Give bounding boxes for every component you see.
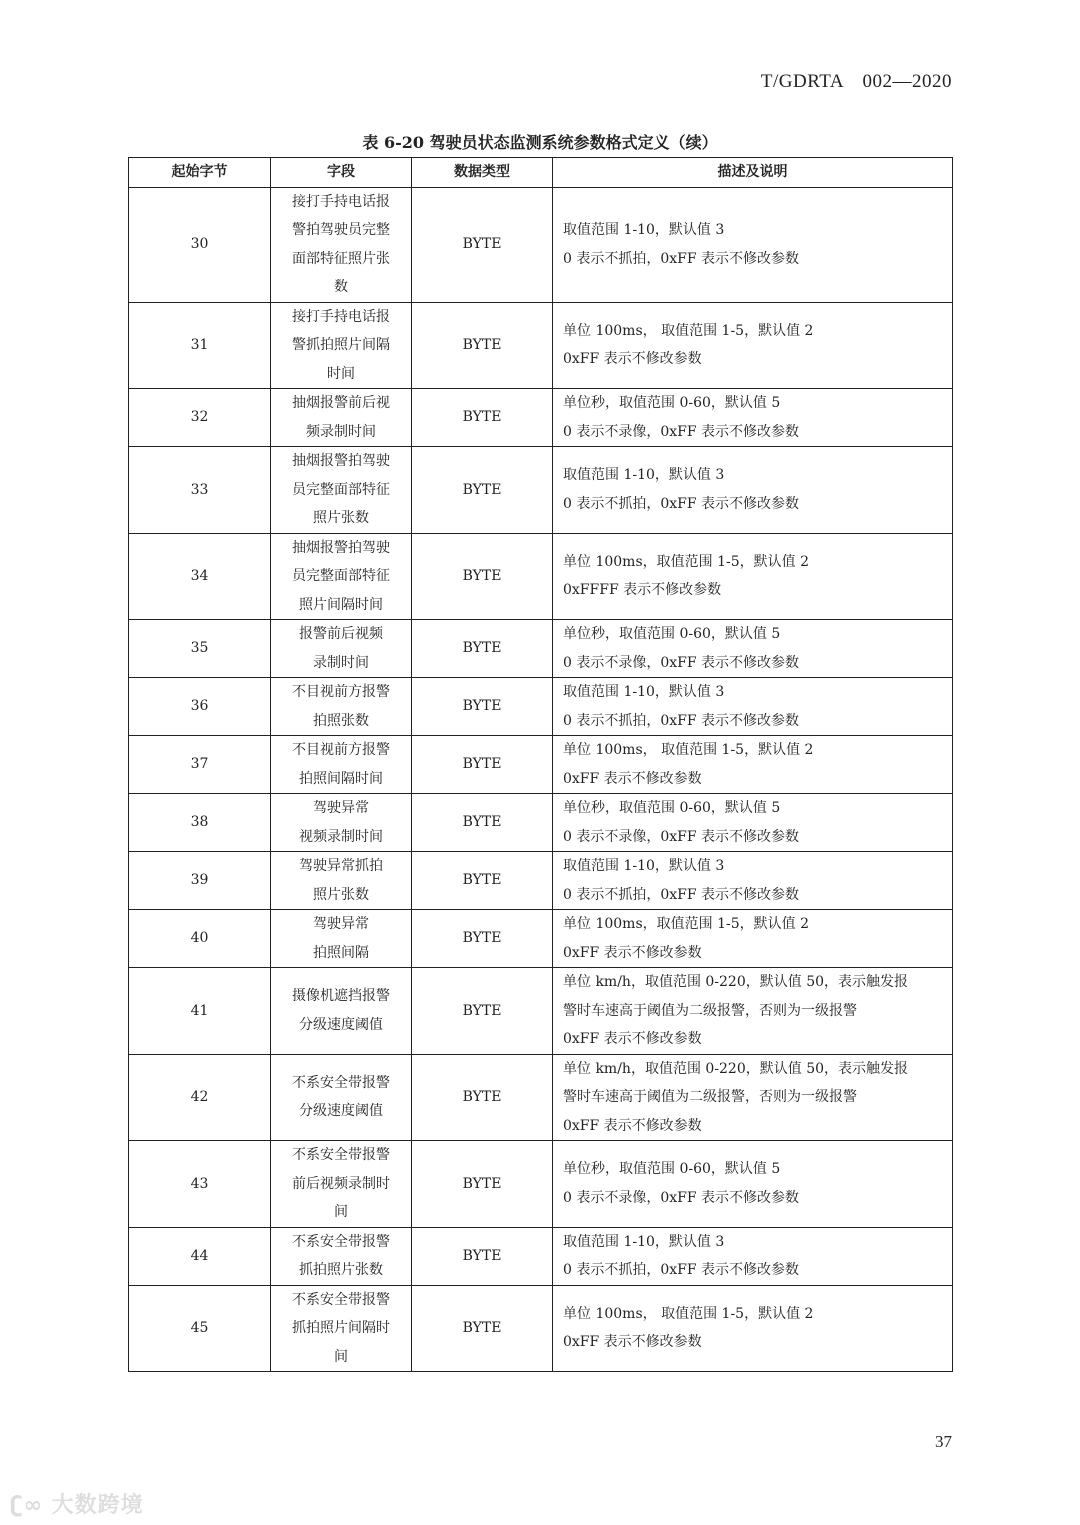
description-cell-line: 单位 100ms， 取值范围 1-5，默认值 2 bbox=[563, 1305, 814, 1322]
type-cell: BYTE bbox=[412, 852, 553, 910]
field-cell bbox=[271, 1227, 412, 1285]
type-cell: BYTE bbox=[412, 678, 553, 736]
field-cell-line: 警拍驾驶员完整 bbox=[292, 222, 390, 238]
field-cell bbox=[271, 302, 412, 389]
byte-cell: 41 bbox=[129, 968, 271, 1055]
type-cell: BYTE bbox=[412, 736, 553, 794]
field-cell bbox=[271, 447, 412, 534]
description-cell-line: 单位秒，取值范围 0-60，默认值 5 bbox=[563, 1161, 781, 1178]
type-cell: BYTE bbox=[412, 302, 553, 389]
field-cell-line: 照片张数 bbox=[313, 510, 369, 526]
description-cell-line: 单位 100ms，取值范围 1-5，默认值 2 bbox=[563, 553, 809, 570]
type-cell: BYTE bbox=[412, 389, 553, 447]
description-cell-line: 取值范围 1-10，默认值 3 bbox=[563, 222, 725, 238]
description-cell bbox=[553, 389, 953, 447]
description-cell-line: 0xFF 表示不修改参数 bbox=[563, 1334, 702, 1351]
byte-cell: 42 bbox=[129, 1054, 271, 1141]
type-cell: BYTE bbox=[412, 1141, 553, 1228]
description-cell-line: 0 表示不录像，0xFF 表示不修改参数 bbox=[563, 1189, 800, 1206]
watermark-logo: ʗ∞ 大数跨境 bbox=[10, 1493, 144, 1518]
description-cell-line: 0xFF 表示不修改参数 bbox=[563, 770, 702, 787]
table-row bbox=[129, 620, 953, 678]
field-cell-line: 抓拍照片张数 bbox=[299, 1262, 383, 1278]
description-cell-line: 0 表示不抓拍，0xFF 表示不修改参数 bbox=[563, 495, 800, 512]
description-cell bbox=[553, 968, 953, 1055]
description-cell bbox=[553, 533, 953, 620]
type-cell: BYTE bbox=[412, 620, 553, 678]
type-cell: BYTE bbox=[412, 1054, 553, 1141]
table-row bbox=[129, 968, 953, 1055]
byte-cell: 39 bbox=[129, 852, 271, 910]
field-cell-line: 间 bbox=[334, 1204, 348, 1220]
description-cell-line: 单位 km/h，取值范围 0-220，默认值 50，表示触发报 bbox=[563, 1060, 909, 1077]
description-cell-line: 取值范围 1-10，默认值 3 bbox=[563, 467, 725, 484]
field-cell-line: 员完整面部特征 bbox=[292, 481, 390, 498]
table-row bbox=[129, 794, 953, 852]
field-cell bbox=[271, 852, 412, 910]
table-row bbox=[129, 187, 953, 302]
field-cell-line: 频录制时间 bbox=[306, 423, 376, 440]
byte-cell: 37 bbox=[129, 736, 271, 794]
table-row bbox=[129, 447, 953, 534]
table-row bbox=[129, 1227, 953, 1285]
table-row bbox=[129, 678, 953, 736]
field-cell-line: 时间 bbox=[327, 365, 355, 382]
byte-cell: 32 bbox=[129, 389, 271, 447]
field-cell-line: 抽烟报警前后视 bbox=[292, 395, 390, 411]
type-cell: BYTE bbox=[412, 447, 553, 534]
field-cell-line: 不系安全带报警 bbox=[292, 1233, 390, 1250]
field-cell-line: 报警前后视频 bbox=[299, 626, 383, 642]
table-row bbox=[129, 1285, 953, 1372]
byte-cell: 43 bbox=[129, 1141, 271, 1228]
byte-cell: 34 bbox=[129, 533, 271, 620]
description-cell bbox=[553, 794, 953, 852]
description-cell-line: 0 表示不抓拍，0xFF 表示不修改参数 bbox=[563, 886, 800, 903]
description-cell bbox=[553, 1227, 953, 1285]
watermark-text: 大数跨境 bbox=[51, 1493, 144, 1518]
description-cell-line: 警时车速高于阈值为二级报警，否则为一级报警 bbox=[563, 1002, 857, 1019]
field-cell-line: 分级速度阈值 bbox=[299, 1103, 383, 1120]
field-cell-line: 拍照间隔 bbox=[313, 944, 369, 961]
field-cell bbox=[271, 1141, 412, 1228]
field-cell-line: 接打手持电话报 bbox=[292, 193, 390, 210]
field-cell bbox=[271, 910, 412, 968]
description-cell-line: 取值范围 1-10，默认值 3 bbox=[563, 1233, 725, 1250]
parameter-table bbox=[128, 157, 953, 1372]
field-cell bbox=[271, 1054, 412, 1141]
field-cell-line: 不系安全带报警 bbox=[292, 1147, 390, 1163]
byte-cell: 33 bbox=[129, 447, 271, 534]
type-cell: BYTE bbox=[412, 910, 553, 968]
description-cell-line: 0xFF 表示不修改参数 bbox=[563, 1117, 702, 1134]
description-cell-line: 单位 100ms， 取值范围 1-5，默认值 2 bbox=[563, 742, 814, 758]
field-cell-line: 警抓拍照片间隔 bbox=[292, 337, 390, 353]
description-cell-line: 取值范围 1-10，默认值 3 bbox=[563, 684, 725, 700]
description-cell bbox=[553, 1285, 953, 1372]
field-cell-line: 数 bbox=[334, 279, 348, 295]
description-cell-line: 单位秒，取值范围 0-60，默认值 5 bbox=[563, 626, 781, 642]
description-cell-line: 警时车速高于阈值为二级报警，否则为一级报警 bbox=[563, 1089, 857, 1105]
field-cell-line: 不目视前方报警 bbox=[292, 742, 390, 758]
table-row bbox=[129, 389, 953, 447]
description-cell-line: 0 表示不抓拍，0xFF 表示不修改参数 bbox=[563, 1262, 800, 1278]
table-caption: 表 6-20 驾驶员状态监测系统参数格式定义（续） bbox=[362, 133, 718, 152]
type-cell: BYTE bbox=[412, 1227, 553, 1285]
table-row bbox=[129, 1054, 953, 1141]
byte-cell: 30 bbox=[129, 187, 271, 302]
byte-cell: 36 bbox=[129, 678, 271, 736]
field-cell bbox=[271, 187, 412, 302]
table-row bbox=[129, 1141, 953, 1228]
description-cell bbox=[553, 852, 953, 910]
byte-cell: 38 bbox=[129, 794, 271, 852]
column-header-type: 数据类型 bbox=[412, 158, 553, 188]
field-cell-line: 抽烟报警拍驾驶 bbox=[292, 539, 390, 556]
description-cell-line: 取值范围 1-10，默认值 3 bbox=[563, 858, 725, 874]
table-row bbox=[129, 533, 953, 620]
type-cell: BYTE bbox=[412, 794, 553, 852]
table-row bbox=[129, 852, 953, 910]
description-cell-line: 0xFF 表示不修改参数 bbox=[563, 944, 702, 961]
field-cell-line: 照片张数 bbox=[313, 886, 369, 903]
field-cell-line: 驾驶异常抓拍 bbox=[299, 858, 383, 874]
description-cell-line: 0 表示不录像，0xFF 表示不修改参数 bbox=[563, 654, 800, 671]
description-cell-line: 单位 km/h，取值范围 0-220，默认值 50，表示触发报 bbox=[563, 974, 909, 990]
description-cell-line: 0xFFFF 表示不修改参数 bbox=[563, 582, 722, 599]
field-cell-line: 照片间隔时间 bbox=[299, 596, 383, 613]
description-cell bbox=[553, 1054, 953, 1141]
table-row bbox=[129, 910, 953, 968]
field-cell bbox=[271, 794, 412, 852]
description-cell-line: 0 表示不录像，0xFF 表示不修改参数 bbox=[563, 828, 800, 845]
field-cell bbox=[271, 968, 412, 1055]
field-cell-line: 拍照张数 bbox=[313, 712, 369, 729]
field-cell-line: 接打手持电话报 bbox=[292, 308, 390, 325]
column-header-field: 字段 bbox=[271, 158, 412, 188]
table-header-row bbox=[129, 158, 953, 188]
description-cell-line: 单位 100ms， 取值范围 1-5，默认值 2 bbox=[563, 322, 814, 339]
field-cell-line: 分级速度阈值 bbox=[299, 1016, 383, 1033]
byte-cell: 35 bbox=[129, 620, 271, 678]
description-cell-line: 单位秒，取值范围 0-60，默认值 5 bbox=[563, 395, 781, 411]
type-cell: BYTE bbox=[412, 1285, 553, 1372]
field-cell-line: 摄像机遮挡报警 bbox=[292, 988, 390, 1005]
field-cell-line: 拍照间隔时间 bbox=[299, 770, 383, 787]
description-cell-line: 单位秒，取值范围 0-60，默认值 5 bbox=[563, 800, 781, 816]
description-cell-line: 0 表示不录像，0xFF 表示不修改参数 bbox=[563, 423, 800, 440]
description-cell bbox=[553, 678, 953, 736]
description-cell bbox=[553, 187, 953, 302]
field-cell-line: 驾驶异常 bbox=[313, 800, 369, 816]
field-cell-line: 不目视前方报警 bbox=[292, 684, 390, 700]
description-cell-line: 0xFF 表示不修改参数 bbox=[563, 1031, 702, 1047]
description-cell bbox=[553, 736, 953, 794]
byte-cell: 44 bbox=[129, 1227, 271, 1285]
field-cell bbox=[271, 1285, 412, 1372]
field-cell bbox=[271, 678, 412, 736]
table-row bbox=[129, 736, 953, 794]
description-cell-line: 单位 100ms，取值范围 1-5，默认值 2 bbox=[563, 916, 809, 932]
field-cell-line: 录制时间 bbox=[313, 654, 369, 671]
description-cell bbox=[553, 302, 953, 389]
field-cell-line: 不系安全带报警 bbox=[292, 1291, 390, 1308]
type-cell: BYTE bbox=[412, 187, 553, 302]
field-cell-line: 视频录制时间 bbox=[299, 828, 383, 845]
page-number: 37 bbox=[935, 1432, 952, 1451]
field-cell-line: 抓拍照片间隔时 bbox=[292, 1320, 390, 1336]
field-cell-line: 间 bbox=[334, 1348, 348, 1365]
field-cell-line: 不系安全带报警 bbox=[292, 1074, 390, 1091]
byte-cell: 40 bbox=[129, 910, 271, 968]
field-cell-line: 抽烟报警拍驾驶 bbox=[292, 453, 390, 469]
description-cell bbox=[553, 447, 953, 534]
description-cell-line: 0 表示不抓拍，0xFF 表示不修改参数 bbox=[563, 250, 800, 267]
type-cell: BYTE bbox=[412, 533, 553, 620]
column-header-byte: 起始字节 bbox=[129, 158, 271, 188]
description-cell bbox=[553, 620, 953, 678]
description-cell bbox=[553, 910, 953, 968]
description-cell bbox=[553, 1141, 953, 1228]
field-cell-line: 员完整面部特征 bbox=[292, 568, 390, 584]
column-header-description: 描述及说明 bbox=[553, 158, 953, 188]
description-cell-line: 0xFF 表示不修改参数 bbox=[563, 351, 702, 368]
field-cell-line: 前后视频录制时 bbox=[292, 1175, 390, 1192]
type-cell: BYTE bbox=[412, 968, 553, 1055]
table-row bbox=[129, 302, 953, 389]
field-cell-line: 面部特征照片张 bbox=[292, 250, 390, 267]
byte-cell: 45 bbox=[129, 1285, 271, 1372]
byte-cell: 31 bbox=[129, 302, 271, 389]
description-cell-line: 0 表示不抓拍，0xFF 表示不修改参数 bbox=[563, 712, 800, 729]
field-cell bbox=[271, 620, 412, 678]
field-cell bbox=[271, 736, 412, 794]
field-cell bbox=[271, 389, 412, 447]
field-cell-line: 驾驶异常 bbox=[313, 916, 369, 932]
standard-number: T/GDRTA 002—2020 bbox=[760, 71, 952, 92]
field-cell bbox=[271, 533, 412, 620]
